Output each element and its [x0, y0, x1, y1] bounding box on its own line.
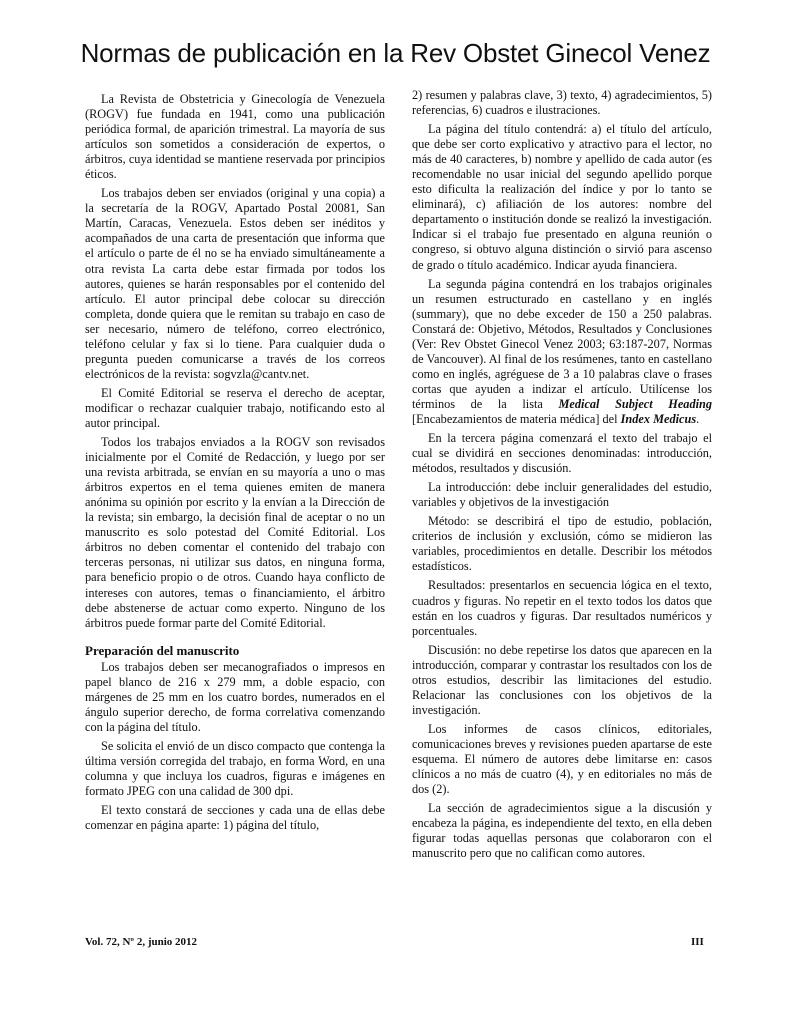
paragraph: Resultados: presentarlos en secuencia lógica en el texto, cuadros y figuras. No repetir en el texto todos los datos que están en los cuadros y figuras. Dar resultados numéricos y porcentuales.	[412, 578, 712, 638]
paragraph-text: [Encabezamientos de materia médica] del	[412, 411, 618, 426]
paragraph: En la tercera página comenzará el texto del trabajo el cual se dividirá en secciones denominadas: introducción, métodos, resultados y discusión.	[412, 431, 712, 476]
paragraph: 2) resumen y palabras clave, 3) texto, 4) agradecimientos, 5) referencias, 6) cuadros e ilustraciones.	[412, 88, 712, 118]
paragraph: Se solicita el envió de un disco compacto que contenga la última versión corregida del trabajo, en forma Word, en una columna y que incluya los cuadros, figuras e imágenes en formato JPEG con una calidad de 300 dpi.	[85, 738, 385, 799]
index-medicus-term: Index Medicus	[620, 411, 697, 426]
paragraph: Método: se describirá el tipo de estudio, población, criterios de inclusión y exclusión, cómo se midieron las variables, procedimientos en detalle. Describir los métodos estadísticos.	[412, 514, 712, 574]
paragraph: Los informes de casos clínicos, editoriales, comunicaciones breves y revisiones pueden apartarse de este esquema. El número de autores debe limitarse en: casos clínicos a no más de cuatro (4), y en editoriales no más de dos (2).	[412, 721, 712, 797]
footer-issue: Vol. 72, Nº 2, junio 2012	[85, 936, 198, 948]
paragraph-text: La segunda página contendrá en los trabajos originales un resumen estructurado en castellano y en inglés (summary), que no debe exceder de 150 a 250 palabras. Constará de: Objetivo, Métodos, Resultados y Conclusiones (Ver: Rev Obstet Ginecol Venez 2003; 63:187-207, Normas de Vancouver). Al final de los resúmenes, tanto en castellano como en inglés, agréguese de 3 a 10 palabras clave o frases cortas que ayuden a indizar el artículo. Utilícense los términos de la lista	[412, 276, 712, 411]
paragraph: La Revista de Obstetricia y Ginecología de Venezuela (ROGV) fue fundada en 1941, como una publicación periódica formal, de aparición trimestral. La mayoría de sus artículos son sometidos a consideración de expertos, o árbitros, cuya identidad se mantiene reservada por principios éticos.	[85, 92, 385, 182]
paragraph: Los trabajos deben ser mecanografiados o impresos en papel blanco de 216 x 279 mm, a doble espacio, con márgenes de 25 mm en los cuatro bordes, numerados en el ángulo superior derecho, de forma correlativa comenzando con la página del título.	[85, 659, 385, 734]
paragraph: Todos los trabajos enviados a la ROGV son revisados inicialmente por el Comité de Redacción, y luego por ser una revista arbitrada, se envían en su mayoría a uno o mas árbitros expertos en el tema quienes emiten de manera anónima su opinión por escrito y la envían a la Dirección de la revista; sin embargo, la decisión final de aceptar o no un manuscrito es solo potestad del Comité Editorial. Los árbitros no deben comentar el contenido del trabajo con terceras personas, ni utilizar sus datos, en ninguna forma, para beneficio propio o de otros. Cuando haya conflicto de intereses con autores, temas o financiamiento, el árbitro debe abstenerse de actuar como experto. Ninguno de los árbitros puede formar parte del Comité Editorial.	[85, 435, 385, 630]
paragraph	[412, 277, 712, 427]
paragraph: El texto constará de secciones y cada una de ellas debe comenzar en página aparte: 1) página del título,	[85, 803, 385, 833]
paragraph: Discusión: no debe repetirse los datos que aparecen en la introducción, comparar y contrastar los resultados con los de otros estudios, describir las limitaciones del estudio. Relacionar las conclusiones con los objetivos de la investigación.	[412, 642, 712, 717]
left-column	[85, 92, 385, 837]
page-title: Normas de publicación en la Rev Obstet Ginecol Venez	[80, 38, 711, 68]
paragraph: La sección de agradecimientos sigue a la discusión y encabeza la página, es independiente del texto, en ella deben figurar todas aquellas personas que colaboraron con el manuscrito pero que no califican como autores.	[412, 801, 712, 861]
footer-page-number: III	[691, 936, 704, 948]
paragraph: La página del título contendrá: a) el título del artículo, que debe ser corto explicativo y atractivo para el lector, no más de 40 caracteres, b) nombre y apellido de cada autor (es recomendable no usar inicial del segundo apellido porque esto dificulta la realización del índice y por lo tanto se eliminará), c) afiliación de los autores: nombre del departamento o institución donde se realizó la investigación. Indicar si el trabajo fue presentado en alguna reunión o congreso, si obtuvo alguna distinción o sirvió para ascenso de grado o título académico. Indicar ayuda financiera.	[412, 122, 712, 272]
right-column	[412, 88, 712, 865]
paragraph: Los trabajos deben ser enviados (original y una copia) a la secretaría de la ROGV, Apartado Postal 20081, San Martín, Caracas, Venezuela. Estos deben ser inéditos y acompañados de una carta de presentación que informa que el artículo o parte de él no se ha enviado simultáneamente a otra revista La carta debe estar firmada por todos los autores, quienes se harán responsables por el contenido del artículo. El autor principal debe colocar su dirección completa, donde quiera que le remitan su trabajo en caso de ser necesario, número de teléfono, correo electrónico, teléfono celular y fax si lo tiene. Para cualquier duda o pregunta pueden comunicarse a través de los correos electrónicos de la revista: sogvzla@cantv.net.	[85, 186, 385, 381]
paragraph: El Comité Editorial se reserva el derecho de aceptar, modificar o rechazar cualquier trabajo, notificando esto al autor principal.	[85, 385, 385, 430]
paragraph: La introducción: debe incluir generalidades del estudio, variables y objetivos de la investigación	[412, 480, 712, 510]
paragraph-text: .	[696, 411, 700, 426]
mesh-term: Medical Subject Heading	[558, 396, 712, 411]
section-heading: Preparación del manuscrito	[85, 642, 240, 658]
